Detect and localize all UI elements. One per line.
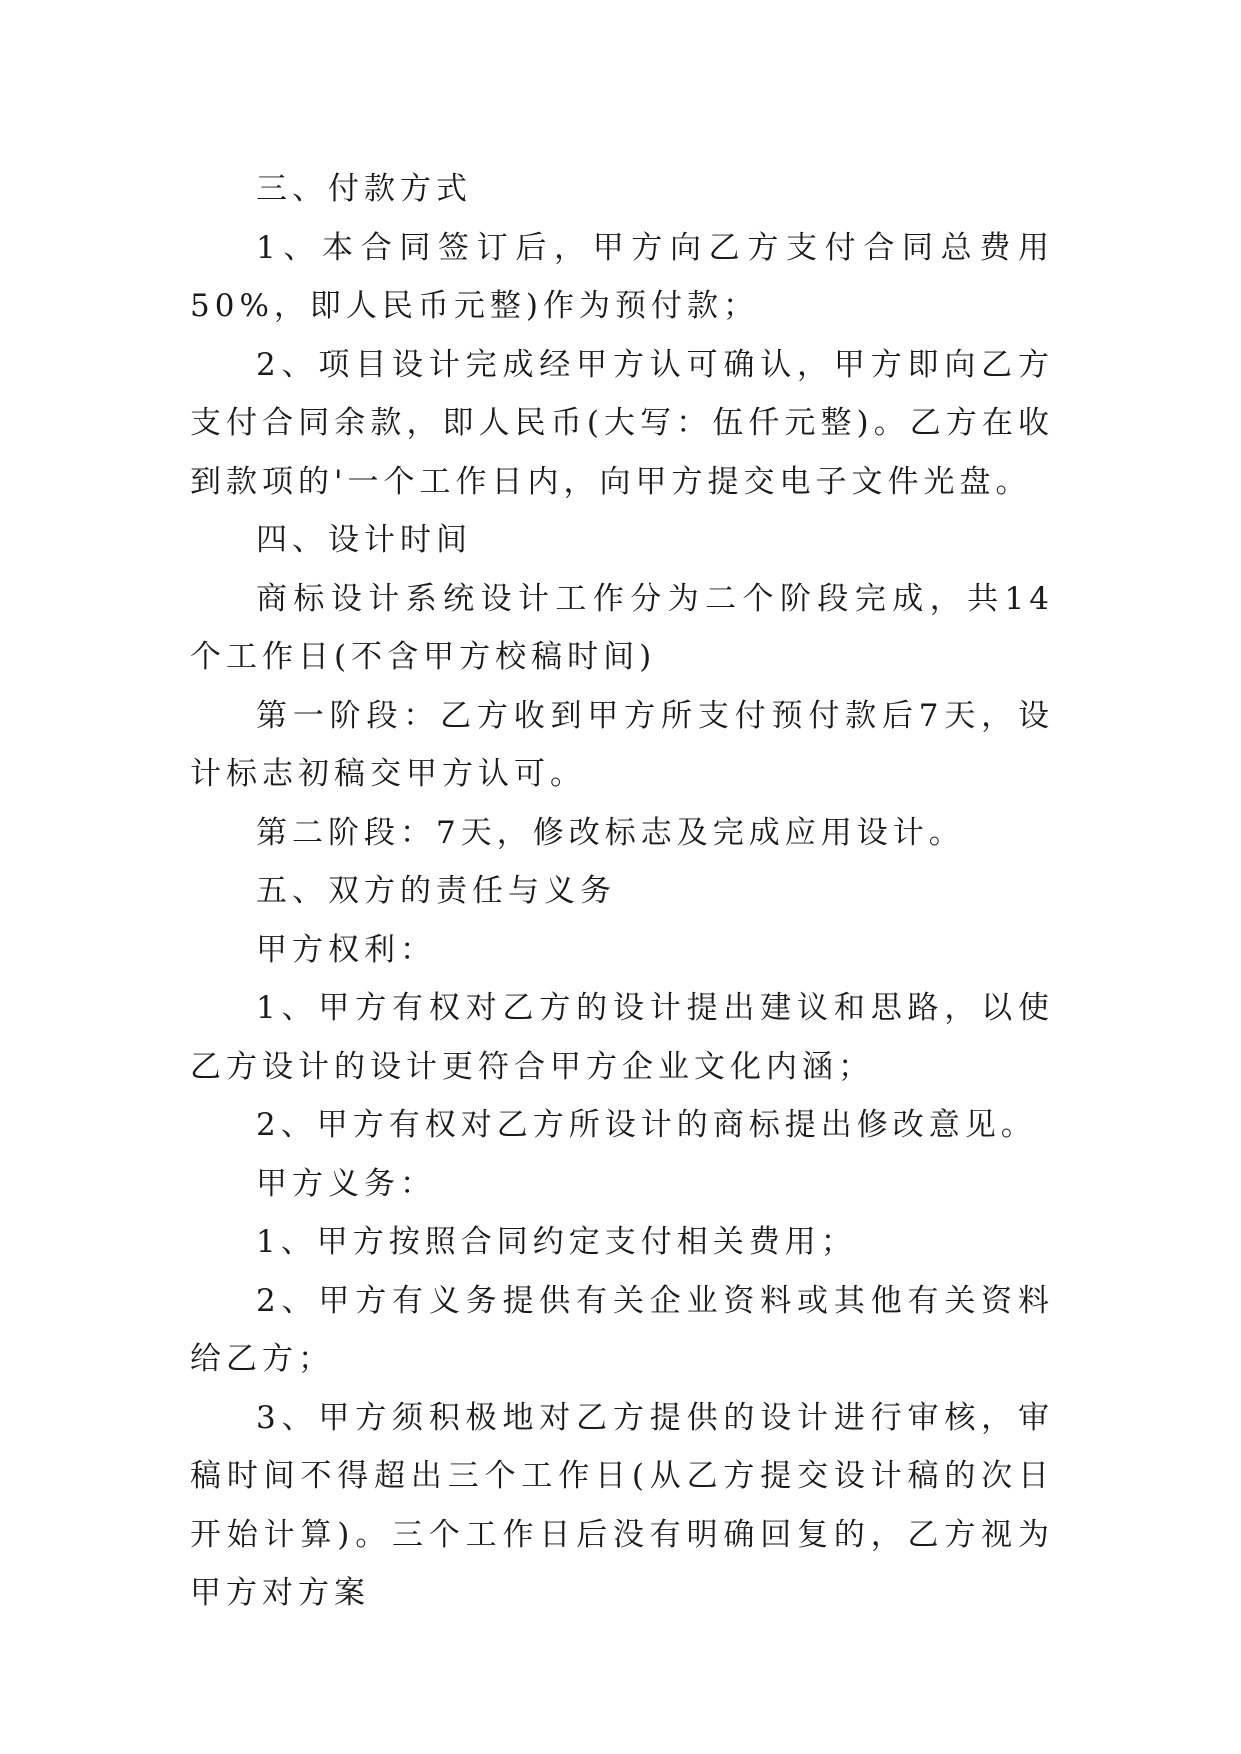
section-heading-payment: 三、付款方式	[256, 171, 472, 207]
subheading-party-a-rights: 甲方权利：	[256, 931, 436, 968]
paragraph: 第二阶段：7天，修改标志及完成应用设计。	[256, 814, 965, 851]
paragraph: 2、项目设计完成经甲方认可确认，甲方即向乙方支付合同余款，即人民币(大写：伍仟元整)。乙方在收到款项的'一个工作日内，向甲方提交电子文件光盘。	[190, 346, 1054, 500]
paragraph: 1、甲方有权对乙方的设计提出建议和思路，以使乙方设计的设计更符合甲方企业文化内涵；	[190, 990, 1054, 1085]
paragraph: 商标设计系统设计工作分为二个阶段完成，共14个工作日(不含甲方校稿时间)	[190, 580, 1054, 675]
paragraph: 第一阶段：乙方收到甲方所支付预付款后7天，设计标志初稿交甲方认可。	[190, 697, 1054, 792]
paragraph: 2、甲方有权对乙方所设计的商标提出修改意见。	[256, 1107, 1037, 1143]
paragraph: 1、甲方按照合同约定支付相关费用；	[256, 1224, 857, 1260]
section-heading-design-time: 四、设计时间	[256, 522, 472, 558]
subheading-party-a-obligations: 甲方义务：	[256, 1165, 436, 1202]
document-body	[190, 160, 1054, 1623]
section-heading-responsibilities: 五、双方的责任与义务	[256, 873, 616, 909]
paragraph: 2、甲方有义务提供有关企业资料或其他有关资料给乙方；	[190, 1282, 1054, 1377]
paragraph: 3、甲方须积极地对乙方提供的设计进行审核，审稿时间不得超出三个工作日(从乙方提交设计稿的次日开始计算)。三个工作日后没有明确回复的，乙方视为甲方对方案	[190, 1399, 1054, 1611]
paragraph: 1、本合同签订后，甲方向乙方支付合同总费用50%，即人民币元整)作为预付款；	[190, 229, 1054, 324]
